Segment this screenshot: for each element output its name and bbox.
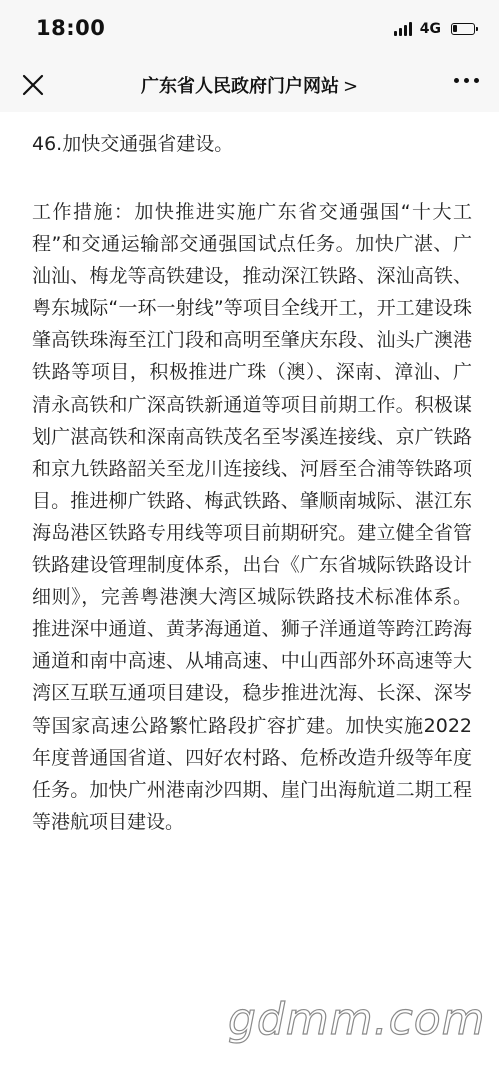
article-content bbox=[32, 112, 472, 838]
page-title: 广东省人民政府门户网站 bbox=[140, 76, 339, 97]
chevron-right-icon: > bbox=[342, 76, 359, 97]
more-button[interactable] bbox=[454, 78, 479, 83]
status-indicators bbox=[394, 18, 475, 40]
article-heading: 46.加快交通强省建设。 bbox=[32, 133, 234, 155]
status-bar bbox=[0, 0, 499, 58]
battery-level bbox=[453, 25, 457, 32]
nav-bar bbox=[0, 58, 499, 112]
status-time: 18:00 bbox=[36, 16, 106, 40]
battery-icon bbox=[451, 23, 475, 35]
more-dot bbox=[474, 78, 479, 83]
network-type: 4G bbox=[419, 21, 441, 37]
more-dots-icon bbox=[454, 78, 459, 83]
close-button[interactable] bbox=[18, 70, 48, 100]
more-dot bbox=[464, 78, 469, 83]
close-icon bbox=[18, 70, 48, 100]
cellular-signal-icon bbox=[394, 22, 412, 36]
watermark: gdmm.com bbox=[228, 994, 486, 1045]
article-body: 工作措施：加快推进实施广东省交通强国“十大工程”和交通运输部交通强国试点任务。加快广湛、广汕汕、梅龙等高铁建设，推动深江铁路、深汕高铁、粤东城际“一环一射线”等项目全线开工，开工建设珠肇高铁珠海至江门段和高明至肇庆东段、汕头广澳港铁路等项目，积极推进广珠（澳）、深南、漳汕、广清永高铁和广深高铁新通道等项目前期工作。积极谋划广湛高铁和深南高铁茂名至岑溪连接线、京广铁路和京九铁路韶关至龙川连接线、河唇至合浦等铁路项目。推进柳广铁路、梅武铁路、肇顺南城际、湛江东海岛港区铁路专用线等项目前期研究。建立健全省管铁路建设管理制度体系，出台《广东省城际铁路设计细则》，完善粤港澳大湾区城际铁路技术标准体系。推进深中通道、黄茅海通道、狮子洋通道等跨江跨海通道和南中高速、从埔高速、中山西部外环高速等大湾区互联互通项目建设，稳步推进沈海、长深、深岑等国家高速公路繁忙路段扩容扩建。加快实施2022年度普通国省道、四好农村路、危桥改造升级等年度任务。加快广州港南沙四期、崖门出海航道二期工程等港航项目建设。 bbox=[32, 201, 472, 833]
nav-title-link[interactable] bbox=[90, 72, 409, 98]
